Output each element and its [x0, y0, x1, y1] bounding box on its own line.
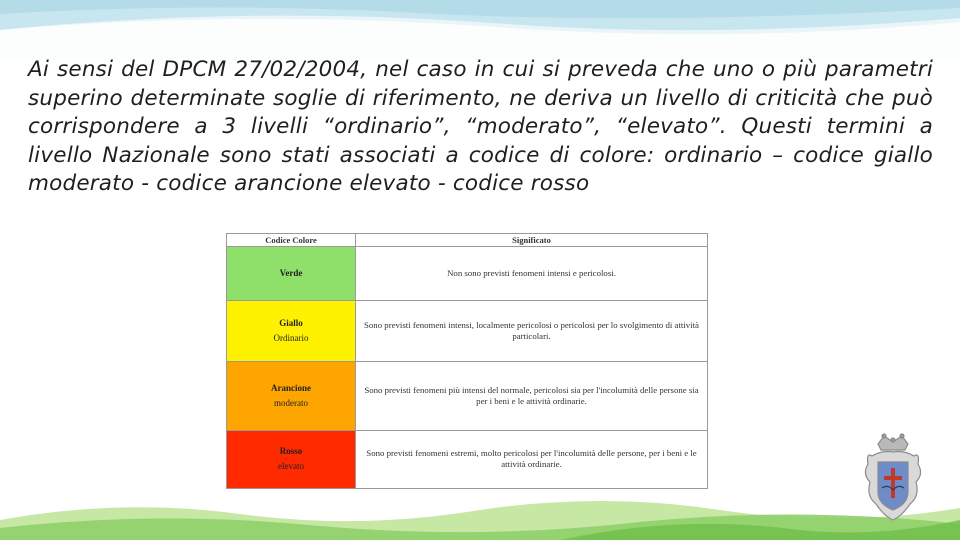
table-row — [227, 301, 708, 362]
header-color-code: Codice Colore — [227, 234, 356, 247]
meaning-cell: Sono previsti fenomeni più intensi del normale, pericolosi sia per l'incolumità delle persone sia per i beni e le attività ordinarie. — [356, 361, 708, 430]
color-code-cell — [227, 430, 356, 489]
color-code-name: Rosso — [279, 446, 303, 457]
color-code-level: elevato — [278, 461, 304, 472]
top-decoration — [0, 0, 960, 60]
meaning-cell: Non sono previsti fenomeni intensi e pericolosi. — [356, 247, 708, 301]
color-code-level: moderato — [274, 397, 308, 408]
color-code-table — [226, 233, 708, 489]
municipal-coat-of-arms-icon — [858, 430, 928, 525]
table-row — [227, 361, 708, 430]
color-code-cell — [227, 361, 356, 430]
body-paragraph: Ai sensi del DPCM 27/02/2004, nel caso in cui si preveda che uno o più parametri superino determinate soglie di riferimento, ne deriva un livello di criticità che può corrispondere a 3 livelli “ordinario”, “moderato”, “elevato”. Questi termini a livello Nazionale sono stati associati a codice di colore: ordinario – codice giallo moderato - codice arancione elevato - codice rosso — [28, 57, 933, 196]
meaning-cell: Sono previsti fenomeni intensi, localmente pericolosi o pericolosi per lo svolgimento di attività particolari. — [356, 301, 708, 362]
color-code-cell — [227, 247, 356, 301]
table-body — [227, 247, 708, 489]
color-code-name: Arancione — [271, 382, 311, 393]
meaning-cell: Sono previsti fenomeni estremi, molto pericolosi per l'incolumità delle persone, per i beni e le attività ordinarie. — [356, 430, 708, 489]
color-code-cell — [227, 301, 356, 362]
color-code-name: Verde — [279, 268, 303, 279]
table-row — [227, 247, 708, 301]
bottom-decoration — [0, 480, 960, 540]
color-code-level: Ordinario — [273, 333, 309, 344]
table-header-row — [227, 234, 708, 247]
color-code-name: Giallo — [279, 318, 303, 329]
header-meaning: Significato — [356, 234, 708, 247]
table-row — [227, 430, 708, 489]
